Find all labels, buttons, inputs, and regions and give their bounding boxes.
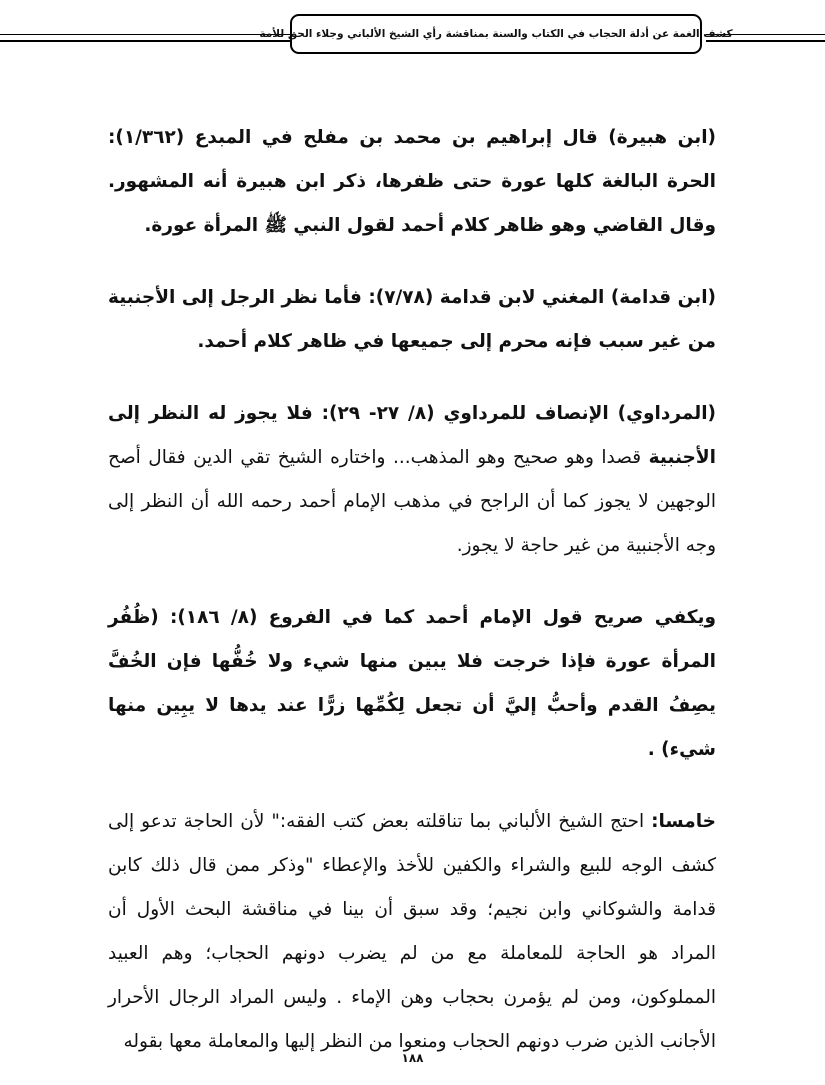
paragraph-text: كلها عورة حتى ظفرها، ذكر ابن هبيرة أنه المشهور. وقال القاضي وهو ظاهر كلام أحمد لقول النبي ﷺ المرأة عورة.	[108, 171, 716, 236]
page-number: ١٨٨	[401, 1051, 424, 1065]
page-body	[108, 116, 716, 1064]
paragraph-text: قصدا وهو صحيح وهو المذهب... واختاره الشيخ تقي الدين فقال أصح الوجهين لا يجوز كما أن الراجح في مذهب الإمام أحمد رحمه الله أن النظر إلى وجه الأجنبية من غير حاجة لا يجوز.	[108, 447, 716, 556]
running-header	[259, 14, 733, 54]
paragraph-lead: ويكفي صريح قول الإمام أحمد كما في الفروع (٨/ ١٨٦): (ظُفُر المرأة عورة	[108, 607, 717, 672]
paragraph-mardawi	[108, 392, 716, 568]
paragraph-ibn-hubayra	[108, 116, 716, 248]
paragraph-text: سبب فإنه محرم إلى جميعها في ظاهر كلام أحمد.	[197, 331, 644, 352]
paragraph-imam-ahmad	[108, 596, 716, 772]
paragraph-lead: (المرداوي) الإنصاف للمرداوي (٨/ ٢٧- ٢٩): فلا يجوز له النظر إلى الأجنبية	[108, 403, 717, 468]
paragraph-text: فإذا خرجت فلا يبين منها شيء ولا خُفُّها فإن الخُفَّ يصِفُ القدم وأحبُّ إليَّ أن تجعل لِكُمِّها زرًّا عند يدها لا يبِين منها شيء) .	[108, 651, 716, 760]
paragraph-ibn-qudama	[108, 276, 716, 364]
header-rule-left	[0, 34, 290, 42]
paragraph-lead: خامسا:	[651, 811, 716, 832]
paragraph-text: احتج الشيخ الألباني بما تناقلته بعض كتب الفقه:" لأن الحاجة تدعو إلى كشف الوجه للبيع والشراء والكفين للأخذ والإعطاء "وذكر ممن قال ذلك كابن قدامة والشوكاني وابن نجيم؛ وقد سبق أن بينا في مناقشة البحث الأول أن المراد هو الحاجة للمعاملة مع من لم يضرب دونهم الحجاب؛ وهم العبيد المملوكون، ومن لم يؤمرن بحجاب وهن الإماء . وليس المراد الرجال الأحرار الأجانب الذين ضرب دونهم الحجاب ومنعوا من النظر إليها والمعاملة معها بقوله	[108, 811, 716, 1052]
paragraph-lead: (ابن قدامة) المغني لابن قدامة (٧/٧٨): فأما نظر الرجل إلى الأجنبية من غير	[108, 287, 717, 352]
paragraph-lead: (ابن هبيرة) قال إبراهيم بن محمد بن مفلح في المبدع (١/٣٦٢): الحرة البالغة	[108, 127, 716, 192]
running-header-title: كشف الغمة عن أدلة الحجاب في الكتاب والسنة بمناقشة رأي الشيخ الألباني وجلاء الحق للأمة	[259, 28, 733, 40]
paragraph-fifth-point	[108, 800, 716, 1064]
